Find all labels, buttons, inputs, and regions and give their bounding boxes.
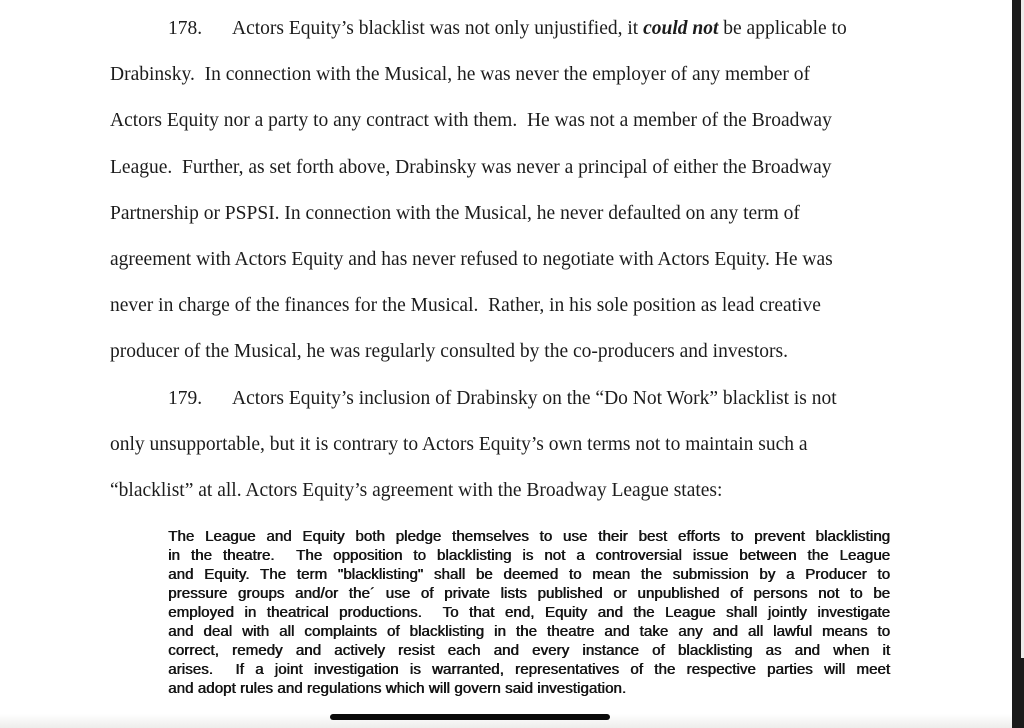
body-line (110, 191, 910, 237)
body-line (110, 283, 910, 329)
scan-artifact-bottom-bar (330, 714, 610, 720)
body-line (110, 422, 910, 468)
body-line (110, 329, 910, 375)
blockquote-line: pressure groups and/or the´ use of private lists published or unpublished of persons not to be (168, 585, 890, 602)
paragraph-number: 179. (168, 387, 203, 409)
body-line (110, 376, 910, 422)
body-paragraphs (110, 6, 910, 514)
body-text-segment: Drabinsky. In connection with the Musical, he was never the employer of any member of (110, 64, 810, 86)
body-text-segment: only unsupportable, but it is contrary to Actors Equity’s own terms not to maintain such a (110, 433, 808, 455)
body-line (110, 6, 910, 52)
body-text-segment: “blacklist” at all. Actors Equity’s agreement with the Broadway League states: (110, 479, 723, 501)
body-line (110, 98, 910, 144)
blockquote-line: in the theatre. The opposition to blacklisting is not a controversial issue between the League (168, 547, 890, 564)
scan-artifact-right-stripe (1012, 0, 1021, 728)
blockquote-line: arises. If a joint investigation is warranted, representatives of the respective parties will meet (168, 661, 890, 678)
body-text-segment: producer of the Musical, he was regularly consulted by the co-producers and investors. (110, 341, 788, 363)
body-text-segment: League. Further, as set forth above, Drabinsky was never a principal of either the Broadway (110, 156, 832, 178)
blockquote-line: The League and Equity both pledge themselves to use their best efforts to prevent blacklisting (168, 528, 890, 545)
blockquote-line: and adopt rules and regulations which will govern said investigation. (168, 680, 627, 697)
body-text-segment: Actors Equity’s inclusion of Drabinsky on the “Do Not Work” blacklist is not (232, 387, 837, 409)
body-line (110, 237, 910, 283)
blockquote-line: and Equity. The term "blacklisting" shall be deemed to mean the submission by a Producer to (168, 566, 890, 583)
body-text-segment: be applicable to (718, 18, 847, 39)
blockquote-line: and deal with all complaints of blacklisting in the theatre and take any and all lawful means to (168, 623, 890, 640)
blockquote (168, 527, 890, 698)
body-text-segment: agreement with Actors Equity and has never refused to negotiate with Actors Equity. He was (110, 248, 833, 270)
paragraph-number: 178. (168, 18, 203, 39)
body-text-segment: Actors Equity nor a party to any contract with them. He was not a member of the Broadway (110, 110, 832, 132)
body-line (110, 52, 910, 98)
body-text-segment: Actors Equity’s blacklist was not only unjustified, it (232, 18, 644, 39)
blockquote-line: correct, remedy and actively resist each and every instance of blacklisting as and when it (168, 642, 890, 659)
body-line (110, 145, 910, 191)
body-line (110, 468, 910, 514)
body-text-segment: Partnership or PSPSI. In connection with the Musical, he never defaulted on any term of (110, 202, 800, 224)
body-text-segment: never in charge of the finances for the Musical. Rather, in his sole position as lead creative (110, 295, 821, 317)
body-text-segment: could not (643, 18, 719, 39)
scan-artifact-right-stripe-corner (1013, 658, 1024, 728)
blockquote-line: employed in theatrical productions. To that end, Equity and the League shall jointly investigate (168, 604, 890, 621)
